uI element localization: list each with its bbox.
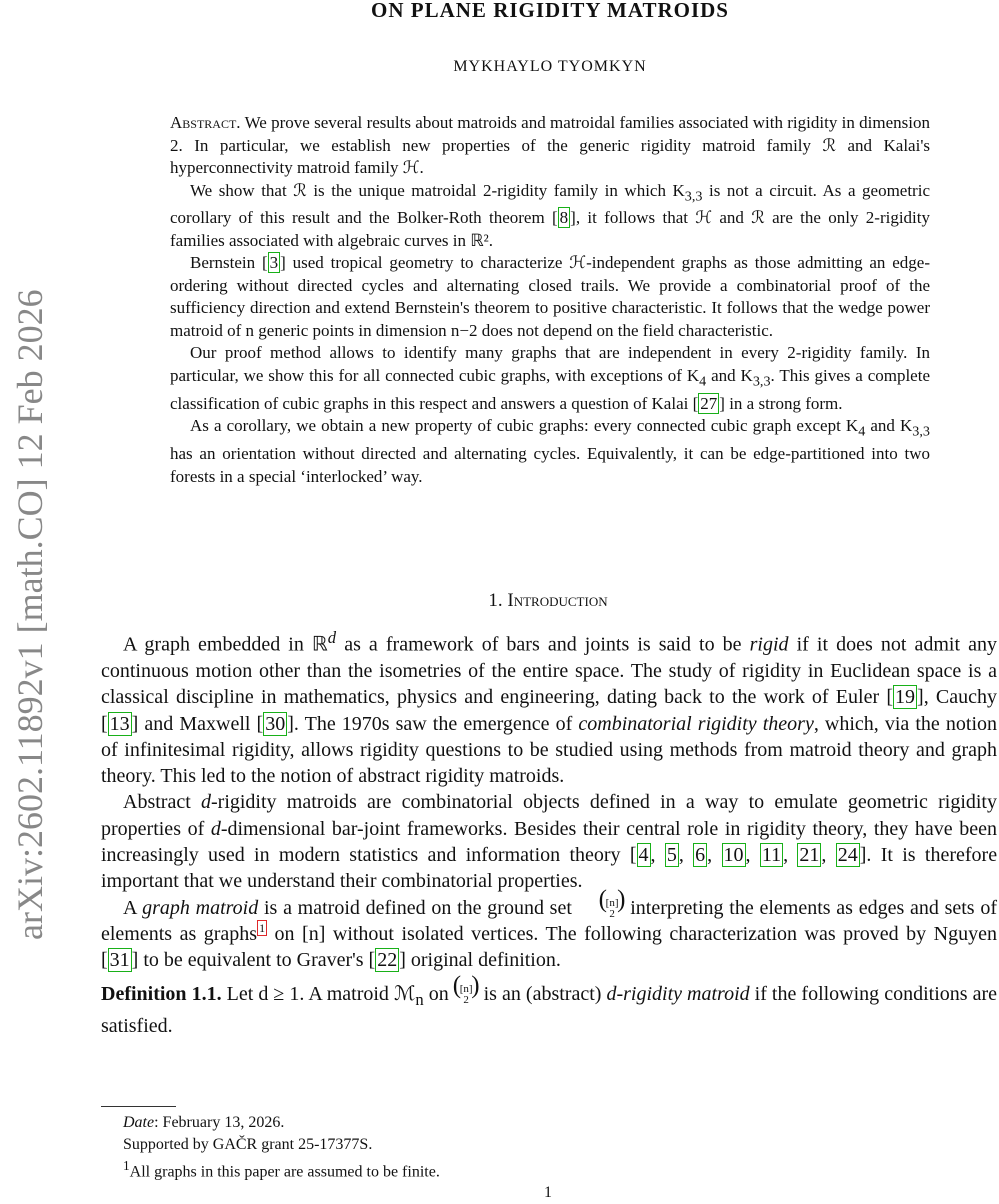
citation-link[interactable]: 10 <box>723 844 744 867</box>
arxiv-identifier[interactable]: arXiv:2602.11892v1 [math.CO] 12 Feb 2026 <box>10 289 50 940</box>
citation-link[interactable]: 24 <box>837 844 858 867</box>
citation-link[interactable]: 31 <box>109 949 130 972</box>
citation-link[interactable]: 13 <box>109 712 130 735</box>
page-number: 1 <box>544 1184 552 1201</box>
body-paragraph-1: A graph embedded in ℝ$^d$ as a framework of bars and joints is said to be rigid if it does not admit any continuous motion other than the isometries of the entire space. The study of rigidity in Euclidean space is a classical discipline in mathematics, physics and engineering, dating back to the work of Euler [ 19 ], Cauchy [ 13 ] and Maxwell [ 30 ]. The 1970s saw the emergence of combinatorial rigidity theory, which, via the notion of infinitesimal rigidity, allows rigidity questions to be studied using methods from matroid theory and graph theory. This led to the notion of abstract rigidity matroids. <box>101 628 998 788</box>
citation-link[interactable]: 27 <box>700 393 718 413</box>
citation-link[interactable]: 21 <box>799 844 820 867</box>
section-title: Introduction <box>507 590 608 611</box>
body-text <box>101 625 997 1039</box>
body-paragraph-3: A graph matroid is a matroid defined on the ground set ( [n] 2 ) interpreting the elements as edges and sets of elements as graphs $^1$ on [n] without isolated vertices. The following characterization was proved by Nguyen [ 31 ] to be equivalent to Graver's [ 22 ] original definition. <box>101 895 997 974</box>
footnote-support: Supported by GAČR grant 25-17377S. <box>123 1135 373 1153</box>
abstract-paragraph-2: We show that ℛ is the unique matroidal 2-rigidity family in which $K_{3,3}$ is not a circuit. As a geometric corollary of this result and the Bolker-Roth theorem [ 8 ], it follows that ℋ and ℛ are the only 2-rigidity families associated with algebraic curves in ℝ². <box>170 180 930 250</box>
body-paragraph-2: Abstract d-rigidity matroids are combinatorial objects defined in a way to emulate geometric rigidity properties of d-dimensional bar-joint frameworks. Besides their central role in rigidity theory, they have been increasingly used in modern statistics and information theory [ 4 , 5 , 6 , 10 , 11 , 21 , 24 ]. It is therefore important that we understand their combinatorial properties. <box>101 791 998 893</box>
citation-link[interactable]: 6 <box>695 844 706 867</box>
footnote-1: $^1$All graphs in this paper are assumed to be finite. <box>123 1158 440 1181</box>
citation-link[interactable]: 3 <box>269 253 279 273</box>
citation-link[interactable]: 22 <box>377 949 398 972</box>
abstract-paragraph-3: Bernstein [ 3 ] used tropical geometry to characterize ℋ-independent graphs as those admitting an edge-ordering without directed cycles and alternating closed trails. We provide a combinatorial proof of the sufficiency direction and extend Bernstein's theorem to positive characteristic. It follows that the wedge power matroid of n generic points in dimension n−2 does not depend on the field characteristic. <box>170 253 930 340</box>
binomial-n-choose-2: ( [n] 2 ) <box>578 898 625 920</box>
paper-title: ON PLANE RIGIDITY MATROIDS <box>371 0 729 22</box>
footnotes <box>123 1112 983 1183</box>
abstract-paragraph-4: Our proof method allows to identify many graphs that are independent in every 2-rigidity family. In particular, we show this for all connected cubic graphs, with exceptions of $K_4$ and $K_{3,3}$. This gives a complete classification of cubic graphs in this respect and answers a question of Kalai [ 27 ] in a strong form. <box>170 343 930 413</box>
binomial-n-choose-2: ( [n] 2 ) <box>454 984 479 1006</box>
citation-link[interactable]: 4 <box>638 844 649 867</box>
citation-link[interactable]: 11 <box>761 844 782 867</box>
footnote-link[interactable]: 1 <box>259 921 266 936</box>
footnote-rule <box>101 1106 176 1107</box>
citation-link[interactable]: 8 <box>559 208 569 228</box>
footnote-date: Date: February 13, 2026. <box>123 1114 285 1131</box>
abstract-paragraph-5: As a corollary, we obtain a new property of cubic graphs: every connected cubic graph except $K_4$ and $K_{3,3}$ has an orientation without directed and alternating cycles. Equivalently, it can be edge-partitioned into two forests in a special ‘interlocked’ way. <box>170 416 930 486</box>
citation-link[interactable]: 19 <box>895 686 916 709</box>
abstract-label: Abstract. <box>170 113 241 132</box>
paper-author: MYKHAYLO TYOMKYN <box>453 58 647 75</box>
section-heading <box>0 590 999 612</box>
definition-1-1: Definition 1.1. Let d ≥ 1. A matroid ℳ$_n$ on ( [n] 2 ) is an (abstract) d-rigidity matroid if the following conditions are satisfied. <box>101 981 997 1040</box>
abstract-paragraph-1: Abstract. We prove several results about matroids and matroidal families associated with rigidity in dimension 2. In particular, we establish new properties of the generic rigidity matroid family ℛ and Kalai's hyperconnectivity matroid family ℋ. <box>170 113 930 177</box>
citation-link[interactable]: 5 <box>666 844 677 867</box>
section-number: 1. <box>488 590 503 611</box>
abstract <box>170 112 930 488</box>
definition-label: Definition 1.1. <box>101 982 222 1005</box>
citation-link[interactable]: 30 <box>265 712 286 735</box>
